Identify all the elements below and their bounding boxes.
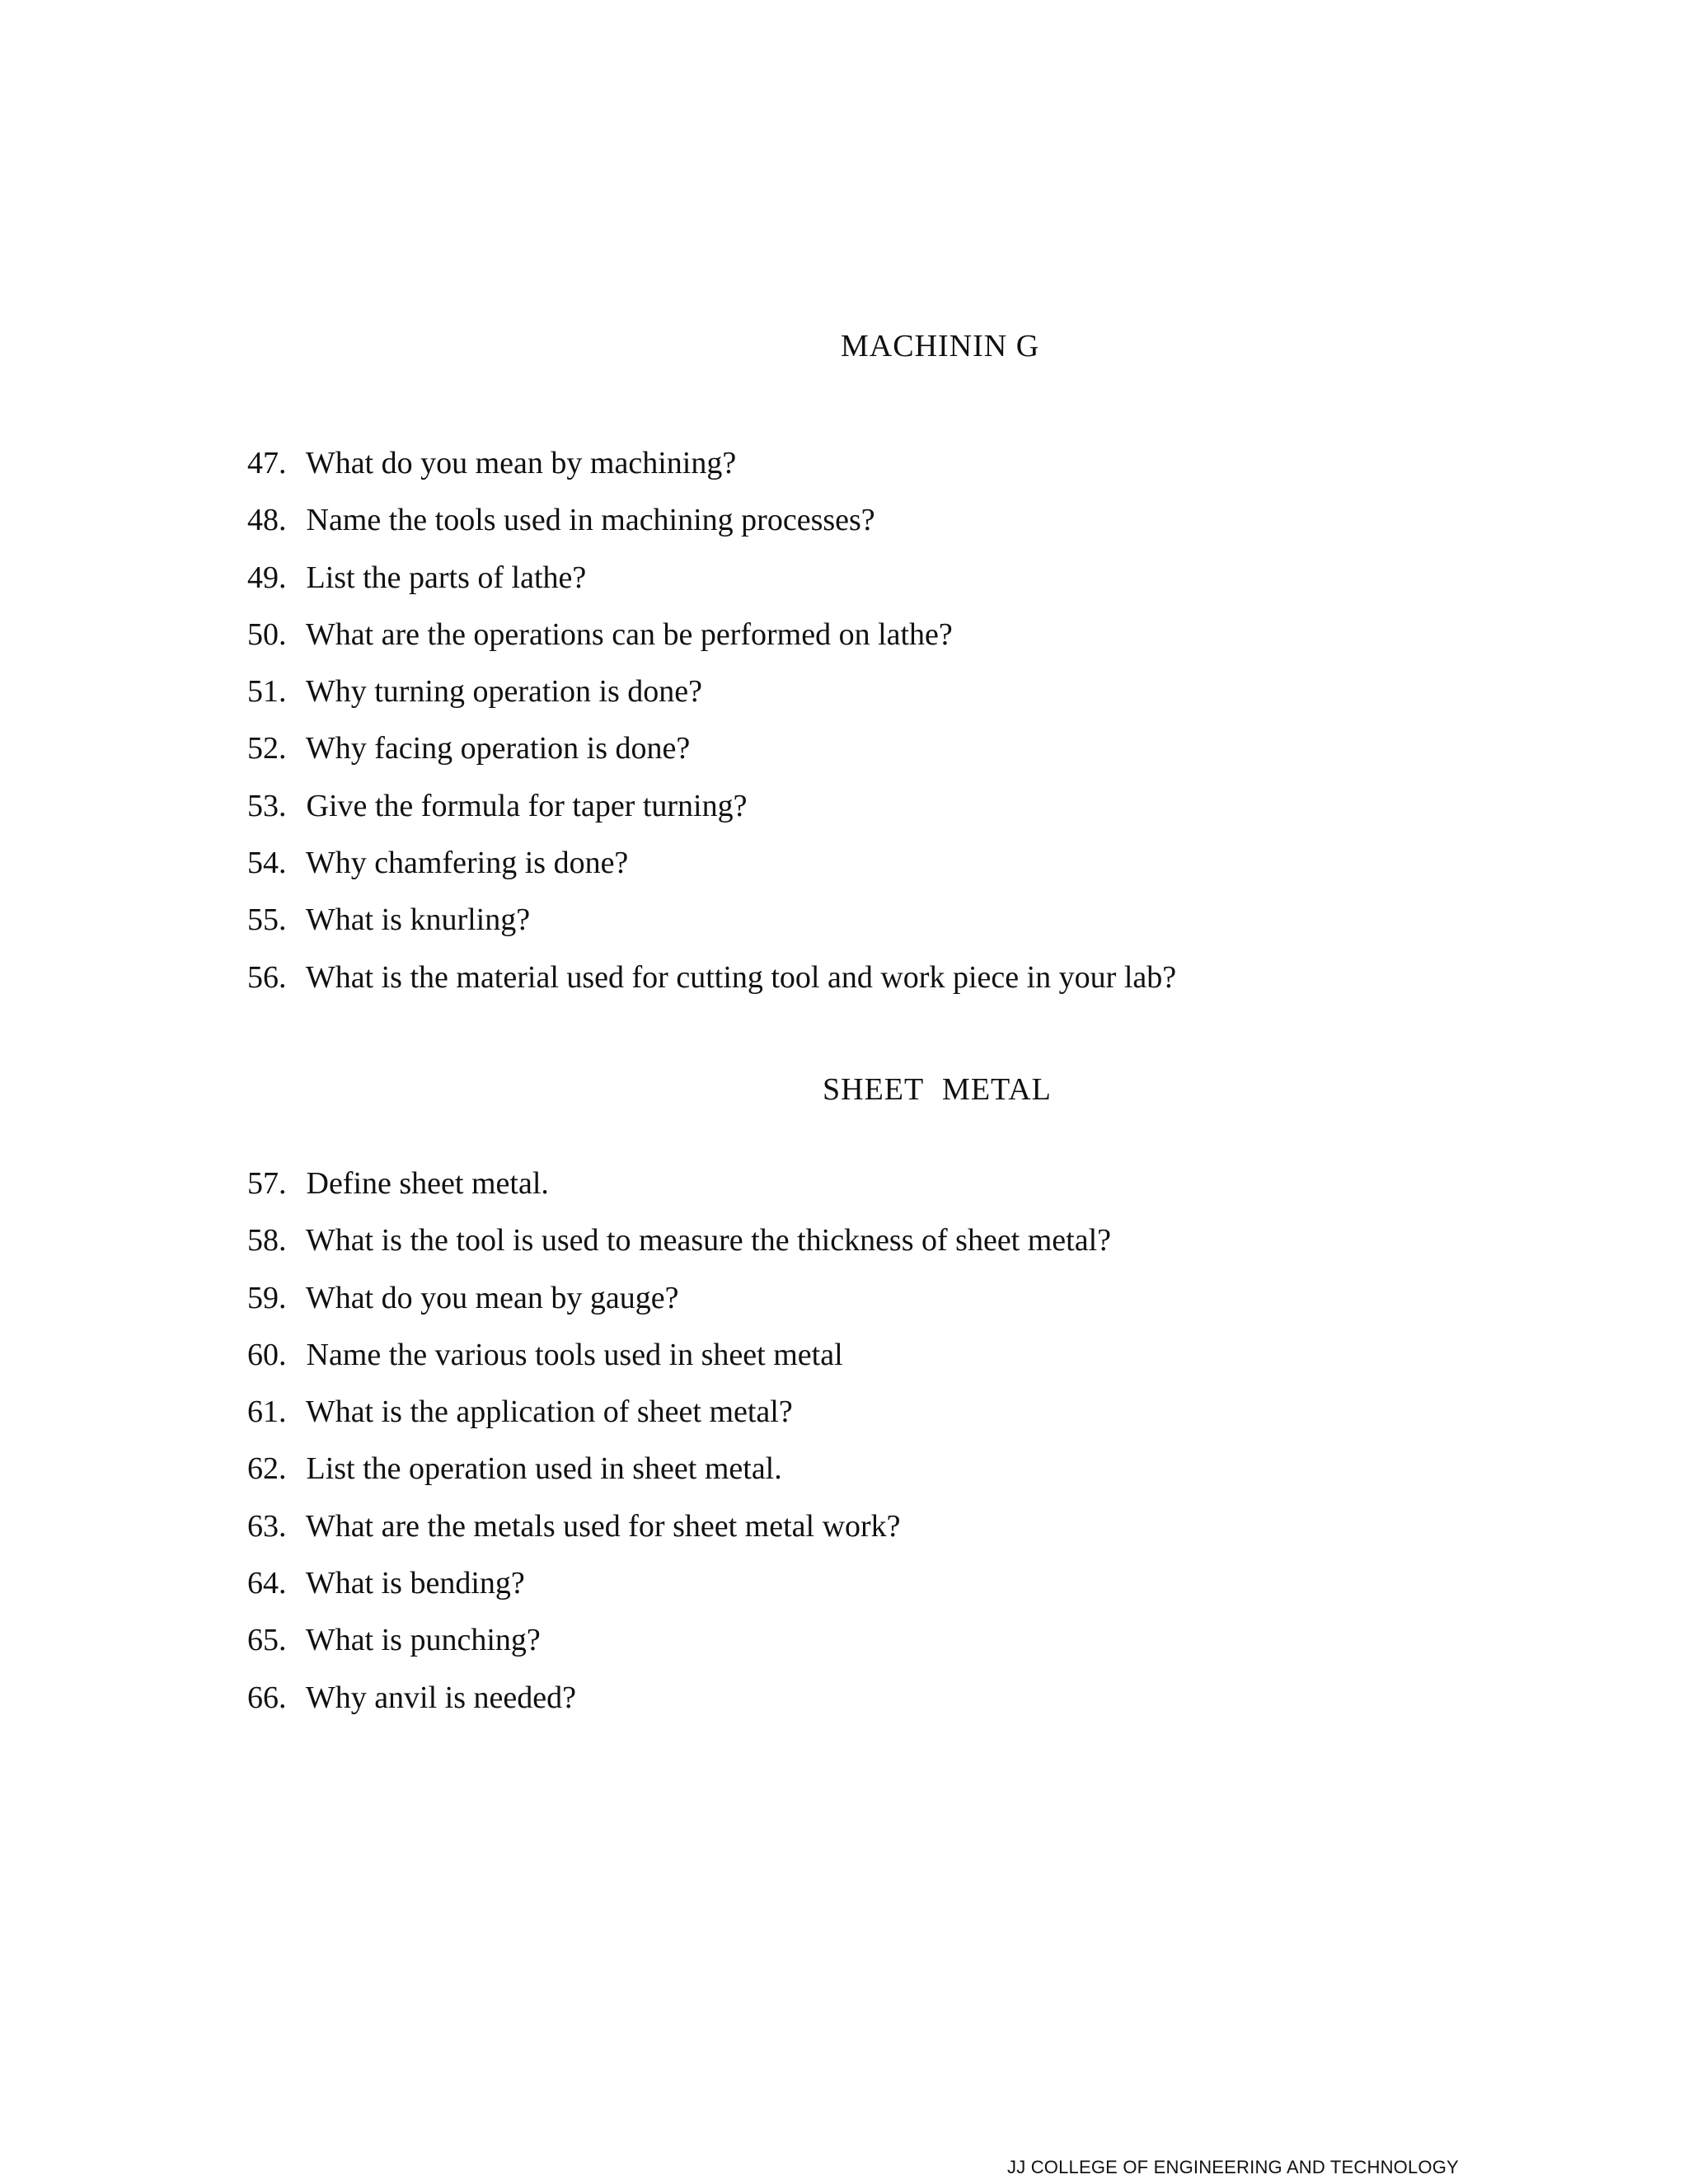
question-item (247, 1390, 1111, 1447)
question-item (247, 670, 1176, 727)
question-text: List the parts of lathe? (306, 560, 587, 595)
question-item (247, 1676, 1111, 1733)
question-number: 47. (247, 446, 287, 480)
question-number: 62. (247, 1451, 287, 1487)
question-text: What are the metals used for sheet metal work? (305, 1508, 901, 1544)
question-text: Name the tools used in machining processes? (306, 503, 875, 538)
question-item (247, 841, 1176, 898)
question-text: What is knurling? (305, 902, 531, 938)
section-title-machining: MACHININ G (841, 329, 1040, 363)
question-item (247, 898, 1176, 955)
question-item (247, 956, 1176, 1013)
question-number: 66. (247, 1680, 287, 1715)
question-number: 48. (247, 503, 287, 538)
question-text: Why chamfering is done? (305, 846, 629, 881)
question-text: What is the tool is used to measure the thickness of sheet metal? (305, 1223, 1112, 1258)
question-number: 61. (247, 1394, 287, 1430)
question-item (247, 556, 1176, 613)
question-number: 58. (247, 1223, 287, 1258)
question-item (247, 1277, 1111, 1333)
question-text: What do you mean by machining? (305, 446, 737, 480)
question-number: 50. (247, 616, 287, 652)
question-text: What is the material used for cutting tool and work piece in your lab? (305, 959, 1177, 995)
question-number: 64. (247, 1566, 287, 1601)
question-number: 59. (247, 1280, 287, 1315)
question-text: Define sheet metal. (306, 1166, 549, 1201)
question-number: 57. (247, 1166, 287, 1201)
question-item (247, 499, 1176, 555)
sheet-metal-question-list (247, 1162, 1111, 1733)
question-item (247, 613, 1176, 670)
question-number: 55. (247, 902, 287, 938)
question-item (247, 785, 1176, 841)
question-text: Why turning operation is done? (305, 674, 703, 710)
section-title-sheet-metal: SHEET METAL (823, 1072, 1052, 1107)
question-item (247, 1162, 1111, 1219)
question-text: Why facing operation is done? (305, 731, 691, 766)
question-text: What do you mean by gauge? (305, 1280, 679, 1315)
question-text: Give the formula for taper turning? (306, 788, 748, 823)
question-number: 54. (247, 846, 287, 881)
question-number: 51. (247, 674, 287, 710)
question-text: Name the various tools used in sheet metal (306, 1337, 843, 1372)
question-number: 53. (247, 788, 287, 823)
question-item (247, 1219, 1111, 1276)
question-item (247, 727, 1176, 784)
question-text: List the operation used in sheet metal. (306, 1451, 782, 1487)
question-item (247, 1505, 1111, 1562)
question-text: What is bending? (305, 1566, 525, 1601)
question-item (247, 1619, 1111, 1675)
page-footer: JJ COLLEGE OF ENGINEERING AND TECHNOLOGY (1007, 2157, 1459, 2177)
question-text: Why anvil is needed? (305, 1680, 576, 1715)
question-number: 52. (247, 731, 287, 766)
machining-question-list (247, 442, 1176, 1013)
question-text: What is punching? (305, 1623, 541, 1658)
question-item (247, 442, 1176, 499)
question-number: 65. (247, 1623, 287, 1658)
question-number: 56. (247, 959, 287, 995)
question-item (247, 1333, 1111, 1390)
question-number: 60. (247, 1337, 287, 1372)
question-item (247, 1562, 1111, 1619)
question-number: 63. (247, 1508, 287, 1544)
question-text: What are the operations can be performed on lathe? (305, 616, 953, 652)
question-text: What is the application of sheet metal? (305, 1394, 793, 1430)
question-number: 49. (247, 560, 287, 595)
question-item (247, 1447, 1111, 1504)
